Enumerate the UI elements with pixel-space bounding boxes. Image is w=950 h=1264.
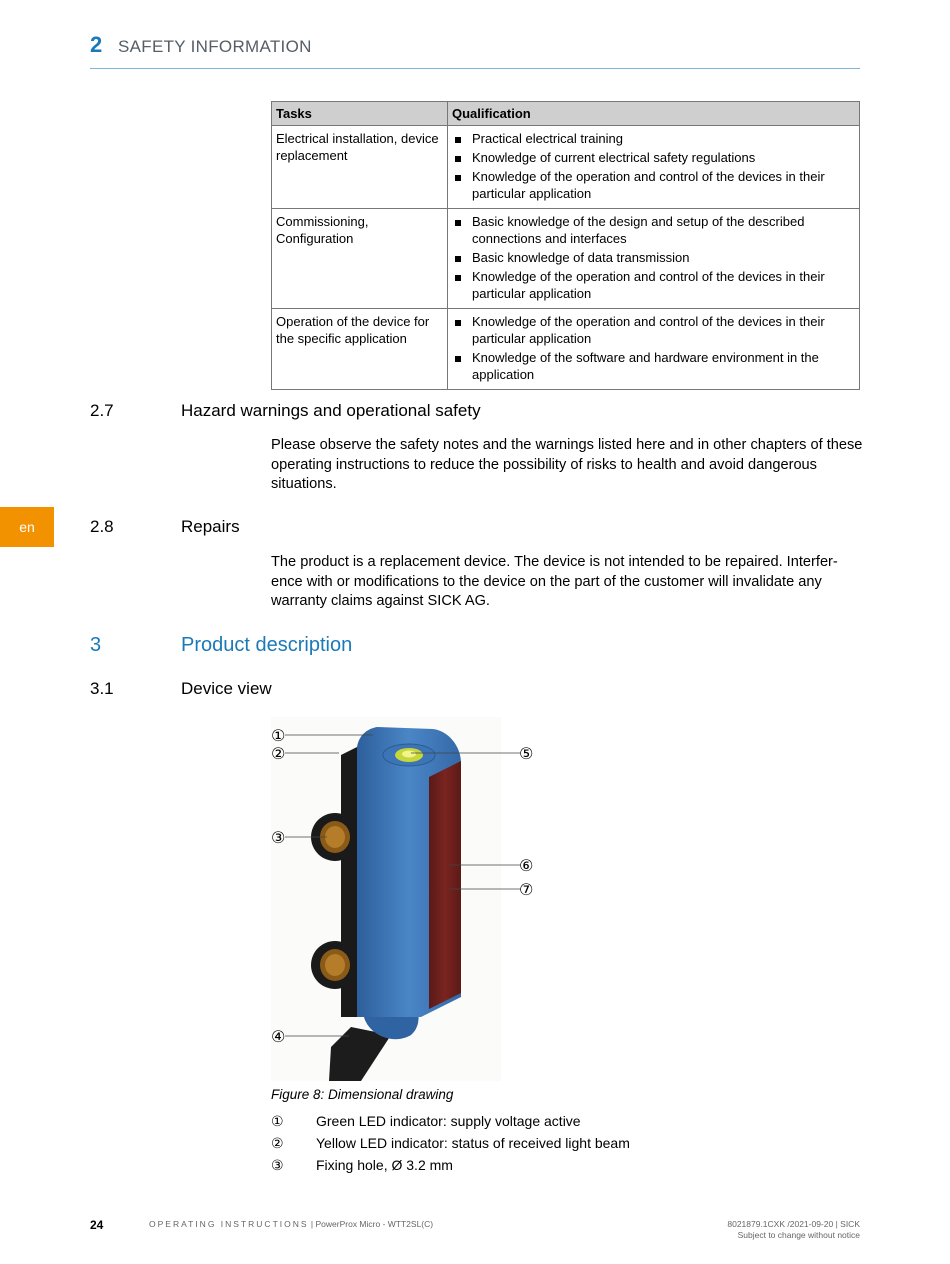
- running-header: [90, 30, 860, 69]
- callout-3: ③: [271, 828, 286, 847]
- callout-2: ②: [271, 744, 286, 763]
- callout-6: ⑥: [519, 856, 534, 875]
- list-item: Knowledge of the operation and control of the devices in their particular application: [452, 168, 855, 202]
- section-title: Product description: [181, 634, 353, 656]
- chapter-number: 2: [90, 32, 103, 57]
- legend-mark: ②: [271, 1135, 284, 1151]
- sensor-drawing: [271, 717, 551, 1081]
- list-item: Knowledge of the software and hardware environment in the application: [452, 349, 855, 383]
- section-title: Hazard warnings and operational safety: [181, 401, 481, 420]
- section-title: Device view: [181, 679, 272, 698]
- task-cell: Electrical installation, device replacement: [272, 126, 448, 209]
- qualification-cell: [448, 126, 860, 209]
- qualification-list: [452, 213, 855, 302]
- table-header-row: [272, 102, 860, 126]
- legend-mark: ①: [271, 1113, 284, 1129]
- footer-doc-type: OPERATING INSTRUCTIONS: [149, 1219, 309, 1229]
- language-tab: en: [0, 507, 54, 547]
- callout-7: ⑦: [519, 880, 534, 899]
- list-item: Basic knowledge of data transmission: [452, 249, 855, 266]
- figure-caption: Figure 8: Dimensional drawing: [271, 1087, 454, 1102]
- section-body-2-7: Please observe the safety notes and the warnings listed here and in other chapters of these operating instructions to reduce the possibility of risks to health and avoid dangerous situations.: [271, 437, 863, 492]
- legend-text: Fixing hole, Ø 3.2 mm: [316, 1157, 453, 1173]
- table-header-qualification: Qualification: [448, 102, 860, 126]
- section-number: 3: [90, 634, 102, 656]
- qualification-table: [271, 101, 860, 390]
- device-figure: [271, 717, 551, 1081]
- table-row: [272, 209, 860, 309]
- footer-product: PowerProx Micro - WTT2SL(C): [315, 1219, 434, 1229]
- qualification-list: [452, 313, 855, 383]
- section-body-2-8: The product is a replacement device. The device is not intended to be repaired. Interference with or modifications to the device on the part of the customer will invalidate any warranty claims against SICK AG.: [271, 554, 838, 609]
- chapter-title: SAFETY INFORMATION: [118, 37, 312, 56]
- list-item: Knowledge of the operation and control of the devices in their particular application: [452, 268, 855, 302]
- section-title: Repairs: [181, 517, 240, 536]
- footer-doc-info: [149, 1219, 433, 1229]
- front-screen: [429, 761, 461, 1009]
- task-cell: Commissioning, Configuration: [272, 209, 448, 309]
- qualification-cell: [448, 209, 860, 309]
- table-row: [272, 309, 860, 390]
- callout-5: ⑤: [519, 744, 534, 763]
- legend-text: Green LED indicator: supply voltage active: [316, 1113, 581, 1129]
- footer-notice: Subject to change without notice: [737, 1230, 860, 1240]
- table-row: [272, 126, 860, 209]
- list-item: Practical electrical training: [452, 130, 855, 147]
- table-header-tasks: Tasks: [272, 102, 448, 126]
- list-item: Knowledge of the operation and control of the devices in their particular application: [452, 313, 855, 347]
- section-number: 3.1: [90, 679, 114, 698]
- legend-mark: ③: [271, 1157, 284, 1173]
- page-number: 24: [90, 1218, 104, 1232]
- section-number: 2.8: [90, 517, 114, 536]
- qualification-list: [452, 130, 855, 202]
- list-item: Basic knowledge of the design and setup of the described connections and interfaces: [452, 213, 855, 247]
- footer-doc-number: 8021879.1CXK /2021-09-20 | SICK: [727, 1219, 860, 1229]
- callout-4: ④: [271, 1027, 286, 1046]
- section-number: 2.7: [90, 401, 114, 420]
- task-cell: Operation of the device for the specific application: [272, 309, 448, 390]
- footer-doc-id: [727, 1219, 860, 1241]
- qualification-cell: [448, 309, 860, 390]
- callout-1: ①: [271, 726, 286, 745]
- list-item: Knowledge of current electrical safety regulations: [452, 149, 855, 166]
- legend-text: Yellow LED indicator: status of received light beam: [316, 1135, 630, 1151]
- footer-separator: |: [310, 1219, 316, 1229]
